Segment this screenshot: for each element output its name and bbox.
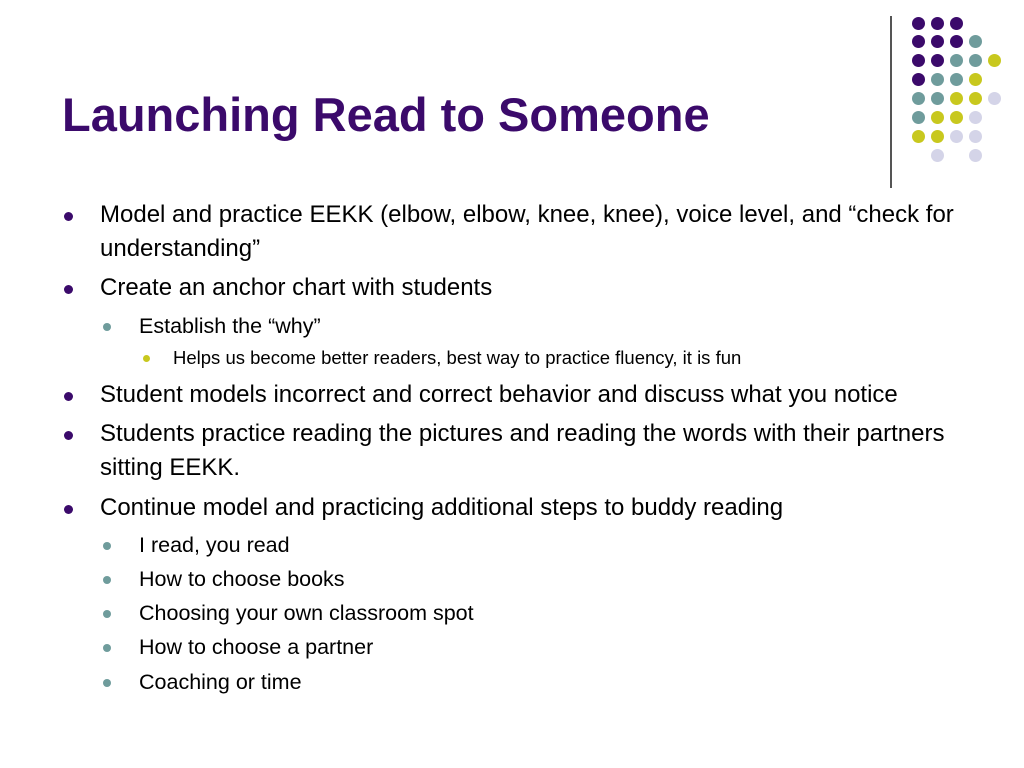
list-item-text: Choosing your own classroom spot — [139, 601, 474, 626]
decorative-dot — [931, 73, 944, 86]
decorative-dot — [969, 92, 982, 105]
decorative-dot — [912, 130, 925, 143]
list-item-text: Establish the “why” — [139, 313, 321, 338]
decorative-dot — [969, 54, 982, 67]
list-item — [0, 564, 1000, 594]
list-item — [0, 632, 1000, 662]
list-item — [0, 378, 1000, 412]
list-item — [0, 598, 1000, 628]
title-divider-line — [890, 16, 892, 188]
decorative-dot — [988, 54, 1001, 67]
decorative-dot — [912, 17, 925, 30]
list-item — [0, 491, 1000, 525]
decorative-dot — [950, 35, 963, 48]
decorative-dot — [969, 149, 982, 162]
list-item-text: Continue model and practicing additional steps to buddy reading — [100, 493, 784, 521]
decorative-dot — [912, 92, 925, 105]
list-item — [0, 198, 1000, 265]
decorative-dot — [969, 73, 982, 86]
slide-title: Launching Read to Someone — [62, 88, 710, 141]
decorative-dot — [988, 92, 1001, 105]
list-item-text: Create an anchor chart with students — [100, 274, 493, 302]
list-item — [0, 271, 1000, 305]
bullet-icon — [64, 285, 73, 294]
bullet-icon — [64, 431, 73, 440]
decorative-dot — [969, 35, 982, 48]
list-item-text: Helps us become better readers, best way to practice fluency, it is fun — [173, 346, 742, 368]
bullet-icon — [103, 644, 111, 652]
list-item — [0, 667, 1000, 697]
decorative-dot — [969, 130, 982, 143]
list-item — [0, 530, 1000, 560]
decorative-dot — [950, 111, 963, 124]
decorative-dot — [912, 35, 925, 48]
bullet-icon — [103, 323, 111, 331]
bullet-icon — [64, 212, 73, 221]
list-item — [0, 345, 1000, 371]
bullet-icon — [103, 576, 111, 584]
decorative-dot — [950, 92, 963, 105]
decorative-dot — [950, 130, 963, 143]
bullet-icon — [103, 542, 111, 550]
decorative-dot — [931, 35, 944, 48]
decorative-dot — [931, 92, 944, 105]
decorative-dot — [931, 130, 944, 143]
decorative-dot — [931, 149, 944, 162]
decorative-dot — [950, 54, 963, 67]
decorative-dot — [950, 73, 963, 86]
bullet-icon — [103, 610, 111, 618]
list-item-text: Students practice reading the pictures and reading the words with their partners sitting EEKK. — [100, 420, 945, 481]
decorative-dot — [931, 54, 944, 67]
list-item — [0, 311, 1000, 341]
list-item-text: I read, you read — [139, 533, 290, 558]
decorative-dot — [950, 17, 963, 30]
list-item — [0, 417, 1000, 484]
list-item-text: How to choose a partner — [139, 635, 374, 660]
decorative-dot — [912, 111, 925, 124]
list-item-text: How to choose books — [139, 567, 345, 592]
list-item-text: Model and practice EEKK (elbow, elbow, knee, knee), voice level, and “check for understanding” — [100, 201, 954, 262]
decorative-dot — [931, 17, 944, 30]
decorative-dot — [912, 54, 925, 67]
decorative-dot — [912, 73, 925, 86]
bullet-icon — [64, 392, 73, 401]
bullet-icon — [64, 505, 73, 514]
list-item-text: Student models incorrect and correct behavior and discuss what you notice — [100, 380, 898, 408]
bullet-list — [0, 198, 1000, 701]
bullet-icon — [103, 679, 111, 687]
list-item-text: Coaching or time — [139, 669, 302, 694]
decorative-dot — [969, 111, 982, 124]
bullet-icon — [143, 355, 150, 362]
decorative-dot — [931, 111, 944, 124]
